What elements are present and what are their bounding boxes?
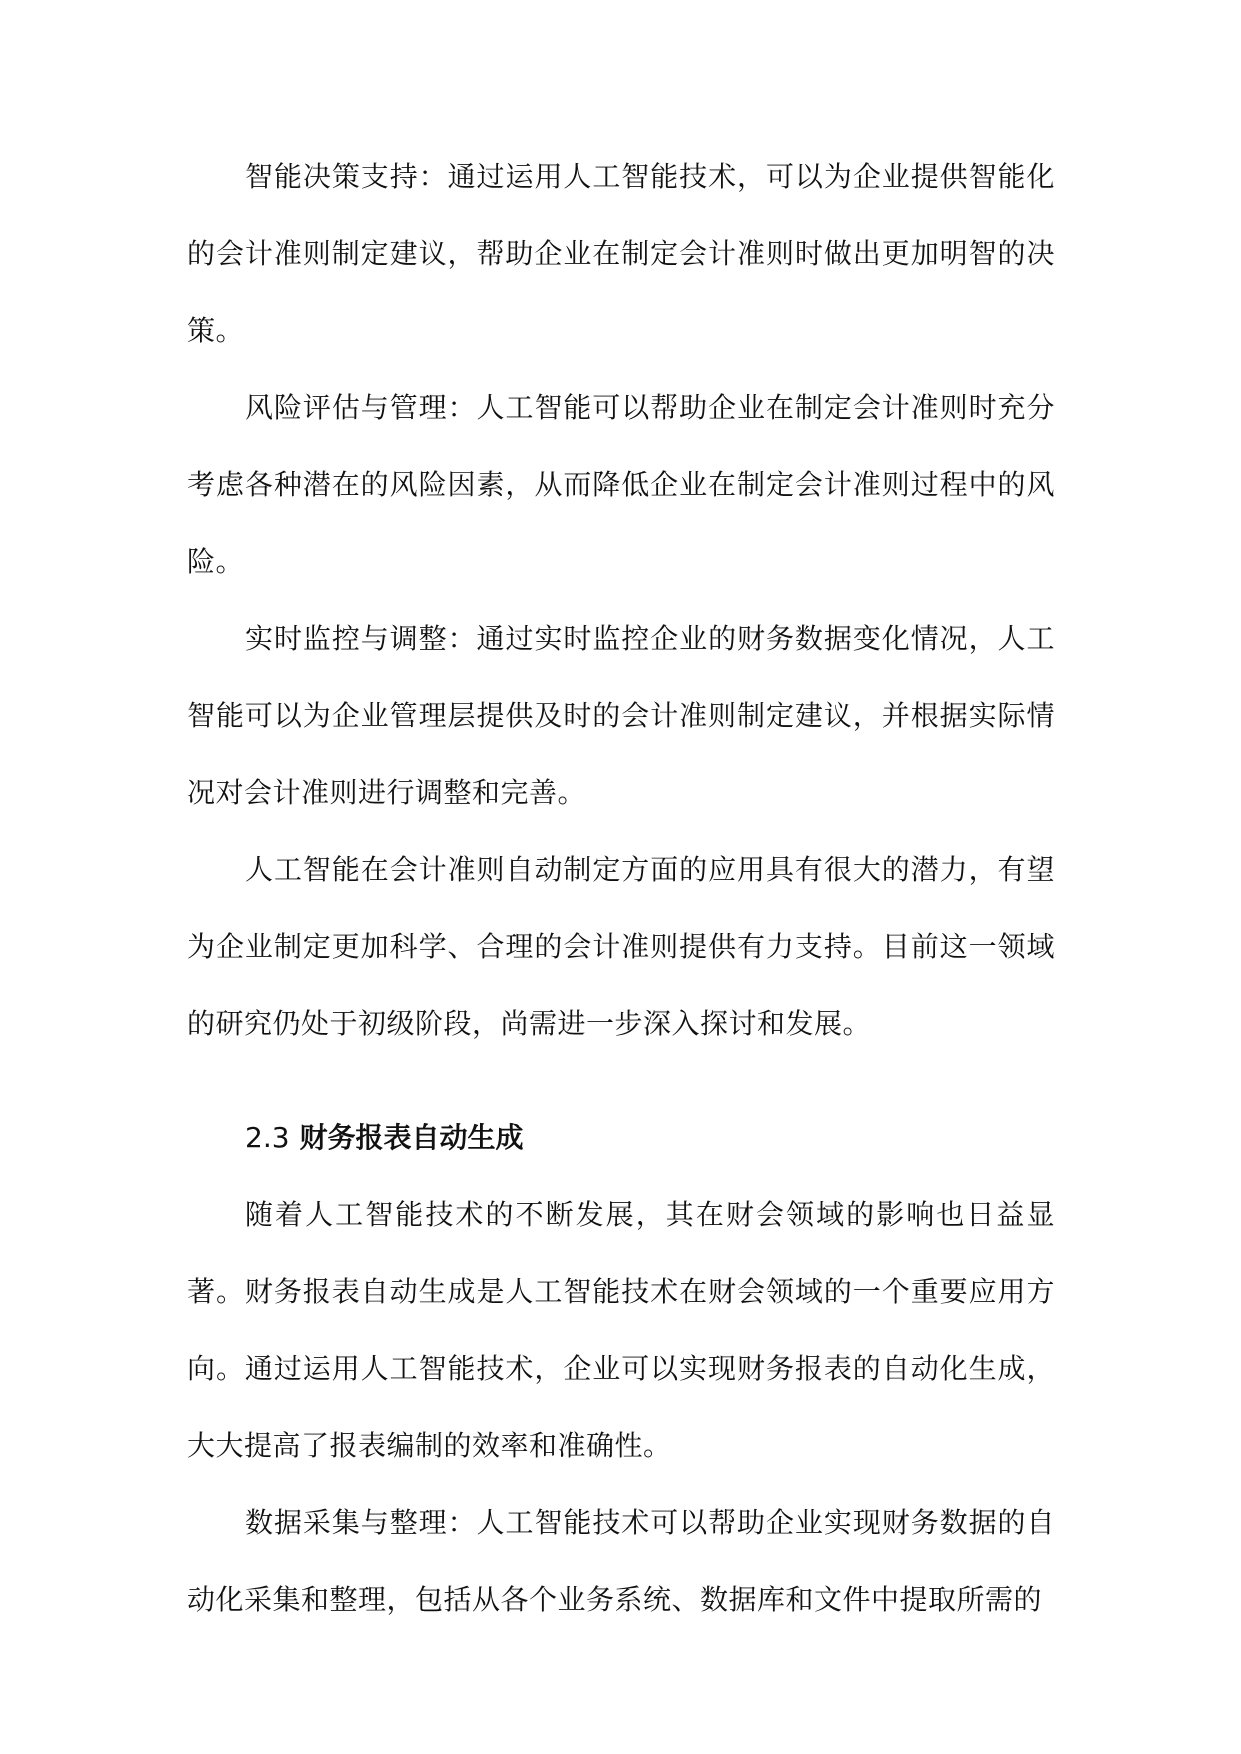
section-heading bbox=[187, 1099, 1055, 1176]
paragraph-realtime-monitoring: 实时监控与调整：通过实时监控企业的财务数据变化情况，人工智能可以为企业管理层提供及时的会计准则制定建议，并根据实际情况对会计准则进行调整和完善。 bbox=[187, 622, 1055, 809]
paragraph-risk-management: 风险评估与管理：人工智能可以帮助企业在制定会计准则时充分考虑各种潜在的风险因素，从而降低企业在制定会计准则过程中的风险。 bbox=[187, 391, 1055, 578]
paragraph-smart-decision: 智能决策支持：通过运用人工智能技术，可以为企业提供智能化的会计准则制定建议，帮助企业在制定会计准则时做出更加明智的决策。 bbox=[187, 160, 1055, 347]
paragraph-potential-summary: 人工智能在会计准则自动制定方面的应用具有很大的潜力，有望为企业制定更加科学、合理的会计准则提供有力支持。目前这一领域的研究仍处于初级阶段，尚需进一步深入探讨和发展。 bbox=[187, 853, 1055, 1040]
paragraph-report-intro: 随着人工智能技术的不断发展，其在财会领域的影响也日益显著。财务报表自动生成是人工智能技术在财会领域的一个重要应用方向。通过运用人工智能技术，企业可以实现财务报表的自动化生成，大大提高了报表编制的效率和准确性。 bbox=[187, 1198, 1055, 1462]
section-title: 财务报表自动生成 bbox=[299, 1121, 524, 1154]
document-body bbox=[187, 138, 1055, 1638]
paragraph-data-collection: 数据采集与整理：人工智能技术可以帮助企业实现财务数据的自动化采集和整理，包括从各个业务系统、数据库和文件中提取所需的 bbox=[187, 1506, 1055, 1616]
section-number: 2.3 bbox=[245, 1121, 290, 1154]
